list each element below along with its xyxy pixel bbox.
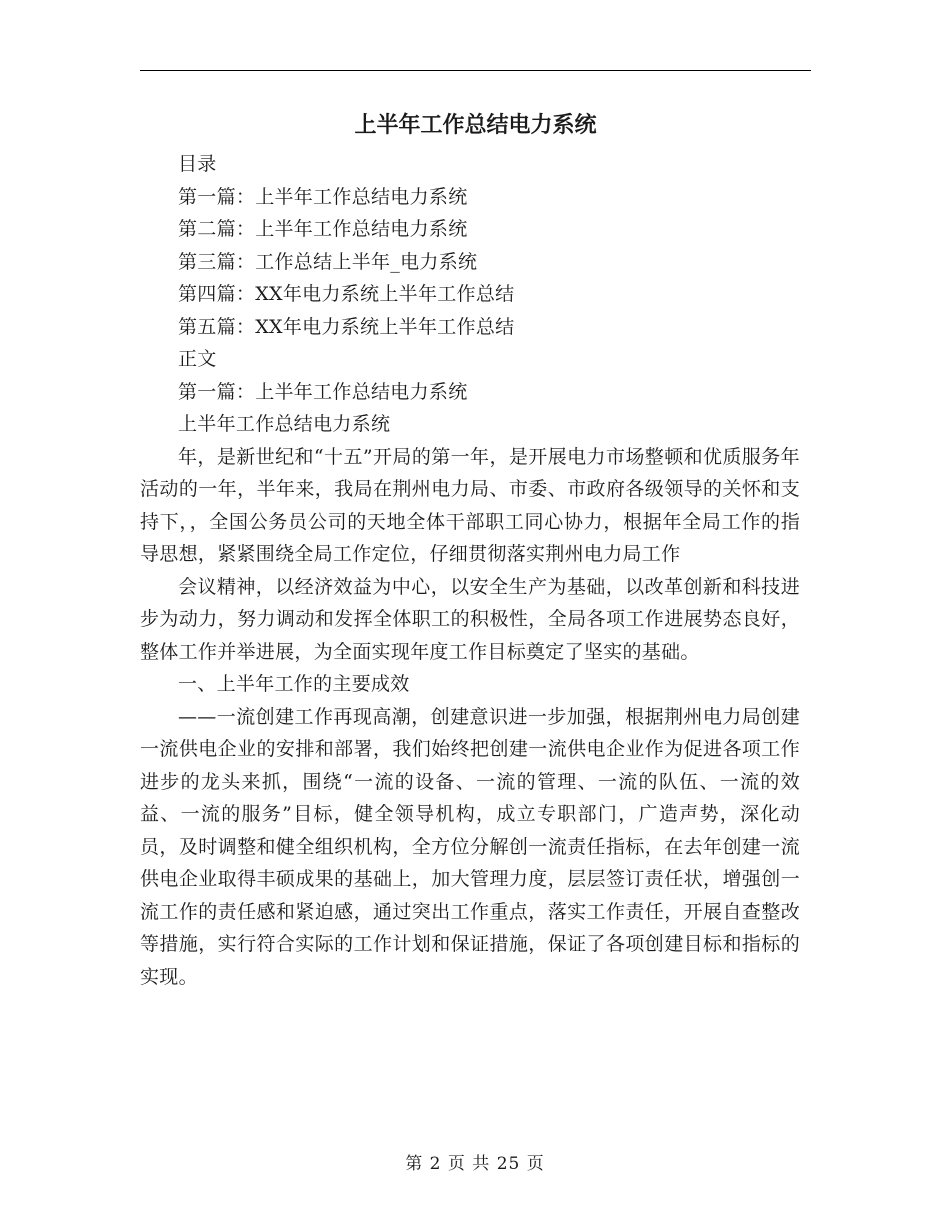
toc-item: 第二篇：上半年工作总结电力系统 bbox=[178, 218, 468, 240]
toc-item: 第三篇：工作总结上半年_电力系统 bbox=[178, 250, 478, 273]
body-heading: 正文 bbox=[178, 348, 217, 370]
body-paragraph: 会议精神，以经济效益为中心，以安全生产为基础，以改革创新和科技进步为动力，努力调动和发挥全体职工的积极性，全局各项工作进展势态良好，整体工作并举进展，为全面实现年度工作目标奠定了坚实的基础。 bbox=[140, 575, 800, 663]
body-paragraph: 年，是新世纪和“十五”开局的第一年，是开展电力市场整顿和优质服务年活动的一年，半年来，我局在荆州电力局、市委、市政府各级领导的关怀和支持下，，全国公务员公司的天地全体干部职工同心协力，根据年全局工作的指导思想，紧紧围绕全局工作定位，仔细贯彻落实荆州电力局工作 bbox=[140, 445, 800, 565]
toc-item: 第四篇：XX年电力系统上半年工作总结 bbox=[178, 283, 515, 305]
chapter-subtitle: 上半年工作总结电力系统 bbox=[178, 413, 391, 435]
toc-item: 第一篇：上半年工作总结电力系统 bbox=[178, 185, 468, 208]
page-number-footer: 第 2 页 共 25 页 bbox=[405, 1154, 545, 1174]
document-body bbox=[140, 148, 800, 993]
section-heading: 一、上半年工作的主要成效 bbox=[178, 673, 410, 695]
toc-item: 第五篇：XX年电力系统上半年工作总结 bbox=[178, 315, 515, 338]
header-rule bbox=[140, 70, 811, 71]
chapter-title: 第一篇：上半年工作总结电力系统 bbox=[178, 380, 468, 403]
body-paragraph: ——一流创建工作再现高潮，创建意识进一步加强，根据荆州电力局创建一流供电企业的安排和部署，我们始终把创建一流供电企业作为促进各项工作进步的龙头来抓，围绕“一流的设备、一流的管理、一流的队伍、一流的效益、一流的服务”目标，健全领导机构，成立专职部门，广造声势，深化动员，及时调整和健全组织机构，全方位分解创一流责任指标，在去年创建一流供电企业取得丰硕成果的基础上，加大管理力度，层层签订责任状，增强创一流工作的责任感和紧迫感，通过突出工作重点，落实工作责任，开展自查整改等措施，实行符合实际的工作计划和保证措施，保证了各项创建目标和指标的实现。 bbox=[140, 705, 800, 988]
document-title: 上半年工作总结电力系统 bbox=[354, 113, 597, 138]
toc-heading: 目录 bbox=[178, 153, 217, 175]
